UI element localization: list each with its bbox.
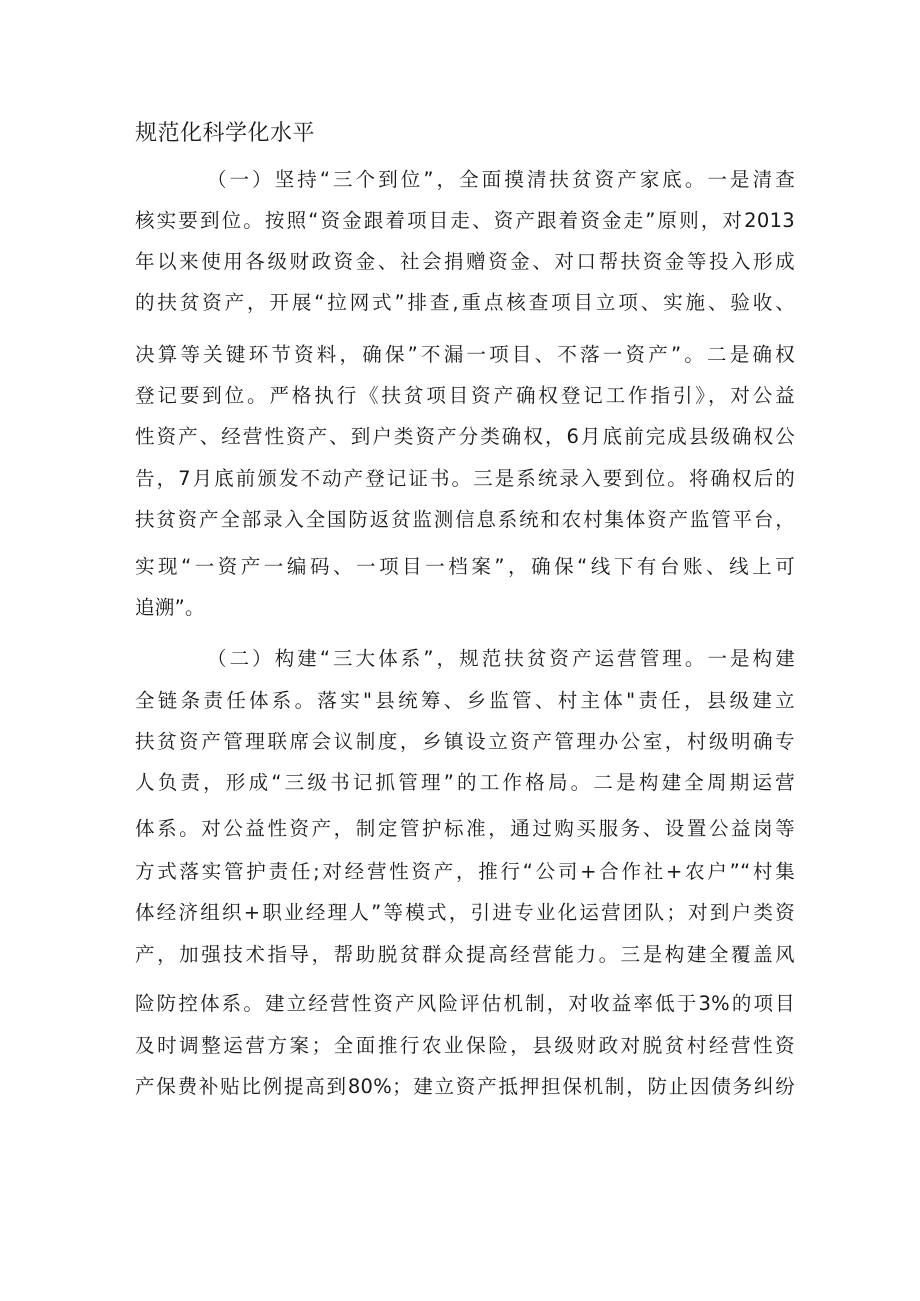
paragraph-line: 体经济组织+职业经理人”等模式，引进专业化运营团队；对到户类资 [135, 901, 795, 924]
paragraph-line: 产保费补贴比例提高到80%；建立资产抵押担保机制，防止因债务纠纷 [135, 1075, 795, 1098]
paragraph-line: （一）坚持“三个到位”，全面摸清扶贫资产家底。一是清查 [207, 168, 795, 191]
paragraph-line: 产，加强技术指导，帮助脱贫群众提高经营能力。三是构建全覆盖风 [135, 943, 795, 966]
section-heading: 规范化科学化水平 [135, 121, 316, 146]
paragraph-line: 体系。对公益性资产，制定管护标准，通过购买服务、设置公益岗等 [135, 817, 795, 840]
paragraph-line: 登记要到位。严格执行《扶贫项目资产确权登记工作指引》，对公益 [135, 384, 795, 407]
paragraph-line: 及时调整运营方案；全面推行农业保险，县级财政对脱贫村经营性资 [135, 1034, 795, 1057]
paragraph-line: 的扶贫资产，开展“拉网式”排查,重点核查项目立项、实施、验收、 [135, 291, 795, 314]
paragraph-line: 实现“一资产一编码、一项目一档案”，确保“线下有台账、线上可 [135, 555, 795, 578]
paragraph-line: （二）构建“三大体系”，规范扶贫资产运营管理。一是构建 [207, 647, 795, 670]
paragraph-line: 扶贫资产管理联席会议制度，乡镇设立资产管理办公室，村级明确专 [135, 730, 795, 753]
paragraph-line: 方式落实管护责任;对经营性资产，推行“公司+合作社+农户”“村集 [135, 860, 795, 883]
paragraph-line: 全链条责任体系。落实"县统筹、乡监管、村主体"责任，县级建立 [135, 689, 795, 712]
paragraph-line: 险防控体系。建立经营性资产风险评估机制，对收益率低于3%的项目 [135, 992, 795, 1015]
paragraph-line: 年以来使用各级财政资金、社会捐赠资金、对口帮扶资金等投入形成 [135, 250, 795, 273]
paragraph-line: 告，7月底前颁发不动产登记证书。三是系统录入要到位。将确权后的 [135, 467, 795, 490]
paragraph-line: 决算等关键环节资料，确保”不漏一项目、不落一资产”。二是确权 [135, 343, 795, 366]
paragraph-line: 追溯”。 [135, 596, 205, 619]
paragraph-line: 人负责，形成“三级书记抓管理”的工作格局。二是构建全周期运营 [135, 771, 795, 794]
paragraph-line: 性资产、经营性资产、到户类资产分类确权，6月底前完成县级确权公 [135, 425, 795, 448]
paragraph-line: 核实要到位。按照“资金跟着项目走、资产跟着资金走”原则，对2013 [135, 209, 795, 232]
paragraph-line: 扶贫资产全部录入全国防返贫监测信息系统和农村集体资产监管平台， [135, 508, 795, 531]
